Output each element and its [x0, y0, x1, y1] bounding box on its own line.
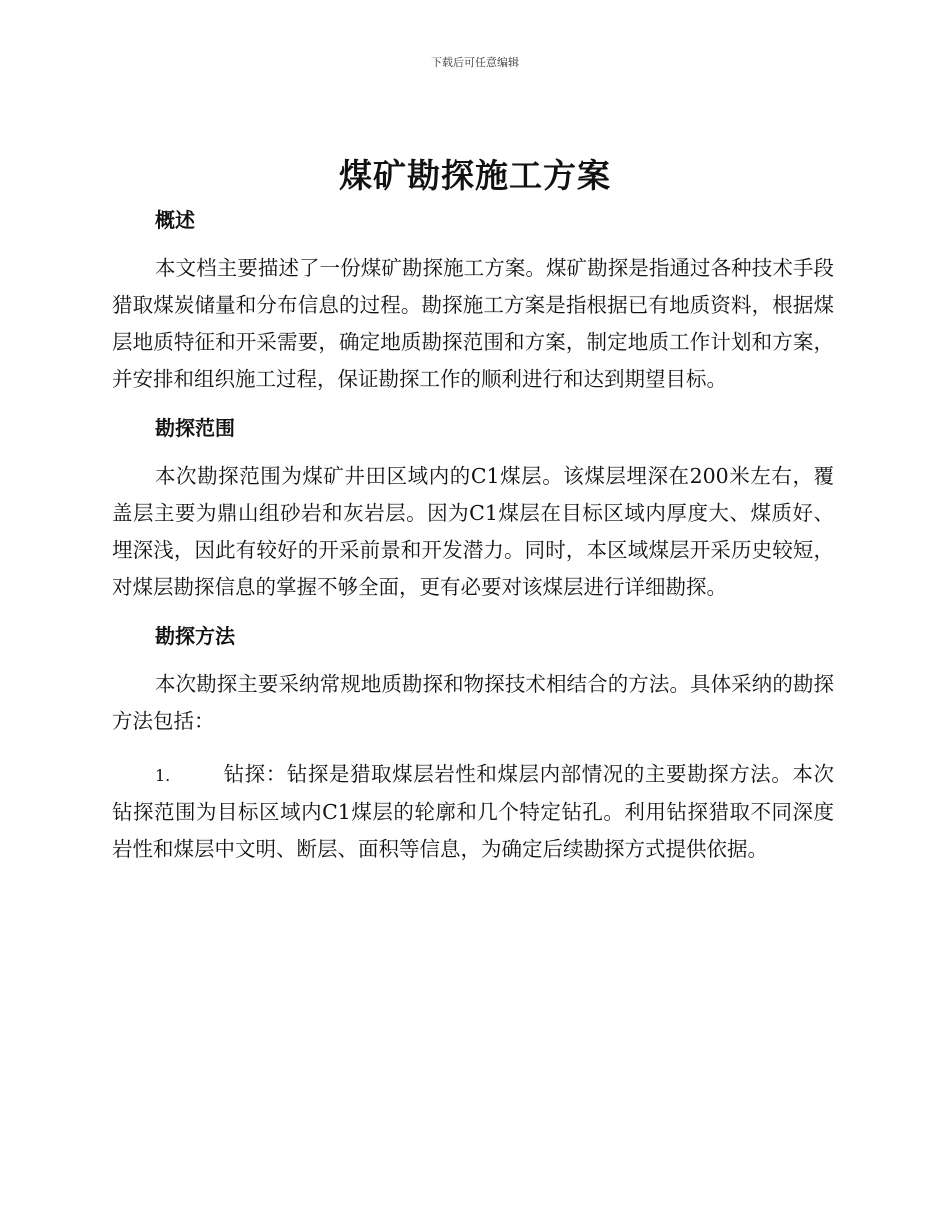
section-heading-methods: 勘探方法 — [155, 624, 235, 648]
list-item — [112, 756, 834, 868]
section-paragraph-scope: 本次勘探范围为煤矿井田区域内的C1煤层。该煤层埋深在200米左右，覆盖层主要为鼎山组砂岩和灰岩层。因为C1煤层在目标区域内厚度大、煤质好、埋深浅，因此有较好的开采前景和开发潜力。同时，本区域煤层开采历史较短，对煤层勘探信息的掌握不够全面，更有必要对该煤层进行详细勘探。 — [112, 464, 834, 599]
list-item-number: 1. — [155, 766, 171, 785]
page-header-note: 下载后可任意编辑 — [431, 56, 519, 69]
section-paragraph-overview: 本文档主要描述了一份煤矿勘探施工方案。煤矿勘探是指通过各种技术手段猎取煤炭储量和分布信息的过程。勘探施工方案是指根据已有地质资料，根据煤层地质特征和开采需要，确定地质勘探范围和方案，制定地质工作计划和方案，并安排和组织施工过程，保证勘探工作的顺利进行和达到期望目标。 — [112, 256, 834, 391]
document-title: 煤矿勘探施工方案 — [339, 156, 611, 195]
section-heading-scope: 勘探范围 — [155, 416, 235, 440]
list-item-text: 钻探：钻探是猎取煤层岩性和煤层内部情况的主要勘探方法。本次钻探范围为目标区域内C1煤层的轮廓和几个特定钻孔。利用钻探猎取不同深度岩性和煤层中文明、断层、面积等信息，为确定后续勘探方式提供依据。 — [112, 762, 834, 861]
section-heading-overview: 概述 — [155, 208, 195, 232]
document-body — [112, 204, 834, 868]
section-paragraph-methods: 本次勘探主要采纳常规地质勘探和物探技术相结合的方法。具体采纳的勘探方法包括： — [112, 672, 834, 733]
